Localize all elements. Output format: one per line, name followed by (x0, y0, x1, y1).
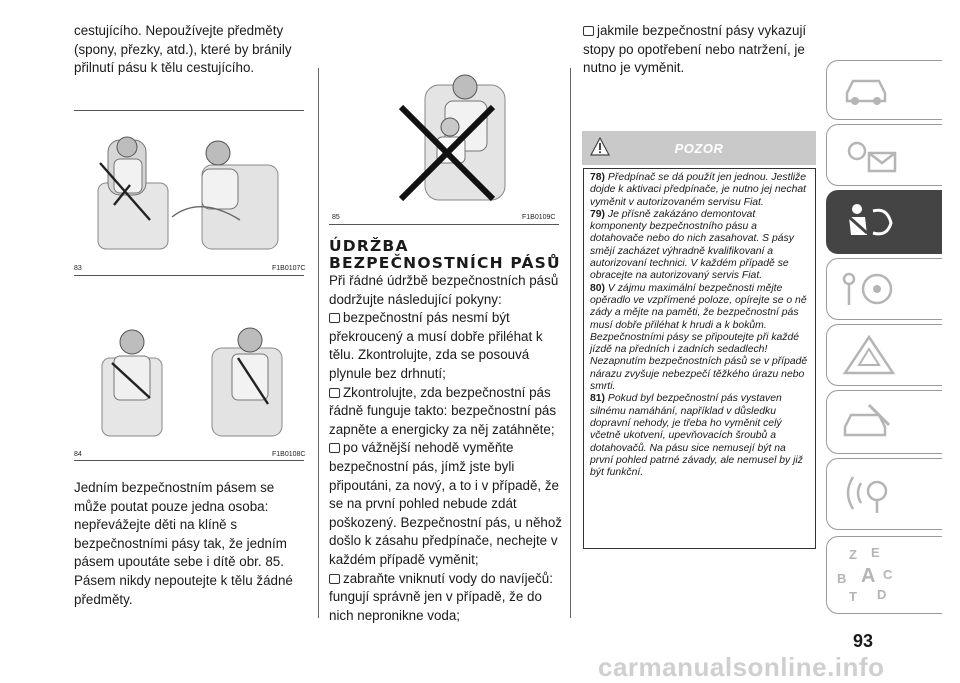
warning-item: 80) V zájmu maximální bezpečnosti mějte opěradlo ve vzpřímené poloze, opírejte se o ně zády a mějte na paměti, že bezpečnostní pás musí dobře přiléhat k hrudi a k bokům. Bezpečnostními pásy se připoutejte při každé jízdě na předních i zadních sedadlech! Nezapnutím bezpečnostních pásů se v případě nárazu zvyšuje nebezpečí těžkého úrazu nebo smrti. (590, 282, 808, 393)
tab-index[interactable] (826, 536, 942, 614)
tab-dashboard[interactable] (826, 124, 942, 186)
figure-85-number: 85 (332, 214, 340, 221)
maintenance-intro: Při řádné údržbě bezpečnostních pásů dodržujte následující pokyny: (329, 273, 559, 307)
page-number: 93 (853, 631, 874, 651)
maintenance-list (329, 272, 565, 625)
list-item: zabraňte vniknutí vody do navíječů: fungují správně jen v případě, že do nich nepronikne voda; (329, 570, 553, 623)
figure-85-code: F1B0109C (522, 214, 556, 221)
figure-83-code: F1B0107C (272, 265, 306, 272)
watermark: carmanualsonline.info (598, 652, 885, 682)
warning-item: 78) Předpínač se dá použít jen jednou. Jestliže dojde k aktivaci předpínače, je nutno jej nechat vyměnit v autorizovaném servisu Fiat. (590, 172, 807, 208)
section-heading (329, 238, 564, 272)
warning-box (583, 168, 816, 549)
divider (74, 110, 304, 111)
figure-84-number: 84 (74, 451, 82, 458)
checkbox-bullet-icon (329, 443, 340, 453)
body-paragraph: Jedním bezpečnostním pásem se může poutat pouze jedna osoba: nepřevážejte děti na klíně s bezpečnostními pásy tak, že jedním pásem upoutáte sebe i dítě obr. 85. Pásem nikdy nepoutejte k tělu žádné předměty. (74, 480, 293, 607)
wrench-car-icon (839, 401, 899, 443)
figure-83-illustration (90, 125, 290, 253)
car-icon (841, 73, 891, 107)
intro-paragraph: cestujícího. Nepoužívejte předměty (spony, přezky, atd.), které by bránily přilnutí pásu k tělu cestujícího. (74, 23, 292, 76)
divider (329, 224, 559, 225)
column-divider (318, 68, 319, 618)
list-item: bezpečnostní pás nesmí být překroucený a musí dobře přiléhat k tělu. Zkontrolujte, zda se posouvá plynule bez drhnutí; (329, 310, 543, 381)
warning-header (582, 131, 816, 165)
checkbox-bullet-icon (329, 313, 340, 323)
figure-84-illustration (92, 318, 292, 438)
list-item: po vážnější nehodě vyměňte bezpečnostní pás, jímž jste byli připoutáni, za nový, a to i v případě, že se na první pohled nebude zdát poškozený. Bezpečnostní pás, u něhož došlo k zásahu předpínače, nechejte v každém případě vyměnit; (329, 440, 563, 567)
heading-line-2: BEZPEČNOSTNÍCH PÁSŮ (329, 254, 561, 272)
warning-item: 79) Je přísně zakázáno demontovat komponenty bezpečnostního pásu a dotahovače nebo do nich zasahovat. S pásy smějí zacházet výhradně kvalifikovaní a autorizovaní technici. V každém případě se obracejte na autorizovaný servis Fiat. (590, 208, 794, 282)
tab-multimedia[interactable] (826, 458, 942, 530)
column-divider (570, 68, 571, 618)
checkbox-bullet-icon (329, 574, 340, 584)
warning-title: POZOR (674, 141, 724, 156)
divider (74, 460, 304, 461)
tab-starting[interactable] (826, 258, 942, 320)
list-item: jakmile bezpečnostní pásy vykazují stopy po opotřebení nebo natržení, je nutno je vyměnit. (583, 23, 807, 76)
tab-car[interactable] (826, 60, 942, 120)
checkbox-bullet-icon (329, 388, 340, 398)
tab-maintenance[interactable] (826, 390, 942, 454)
figure-83-number: 83 (74, 265, 82, 272)
figure-85-illustration (395, 65, 515, 205)
dashboard-warning-icon (839, 135, 899, 175)
hazard-triangle-icon (841, 333, 897, 377)
warning-item: 81) Pokud byl bezpečnostní pás vystaven silnému namáhání, například v důsledku dopravní nehody, je třeba ho vyměnit celý včetně ukotvení, upevňovacích šroubů a dotahovačů. Na pásu sice nemusejí být na první pohled patrné závady, ale nemusel by již být funkční. (590, 393, 803, 479)
heading-line-1: ÚDRŽBA (329, 237, 409, 255)
index-letters-icon: Z E B A C T D (837, 545, 893, 604)
tab-safety-active[interactable] (826, 190, 942, 254)
figure-84-code: F1B0108C (272, 451, 306, 458)
key-steering-icon (839, 269, 899, 309)
media-nav-icon (839, 469, 899, 519)
tab-emergency[interactable] (826, 324, 942, 386)
divider (74, 275, 304, 276)
list-item: Zkontrolujte, zda bezpečnostní pás řádně funguje takto: bezpečnostní pás zapněte a energicky za něj zatáhněte; (329, 384, 557, 437)
checkbox-bullet-icon (583, 26, 594, 36)
seat-belt-airbag-icon (841, 201, 897, 243)
